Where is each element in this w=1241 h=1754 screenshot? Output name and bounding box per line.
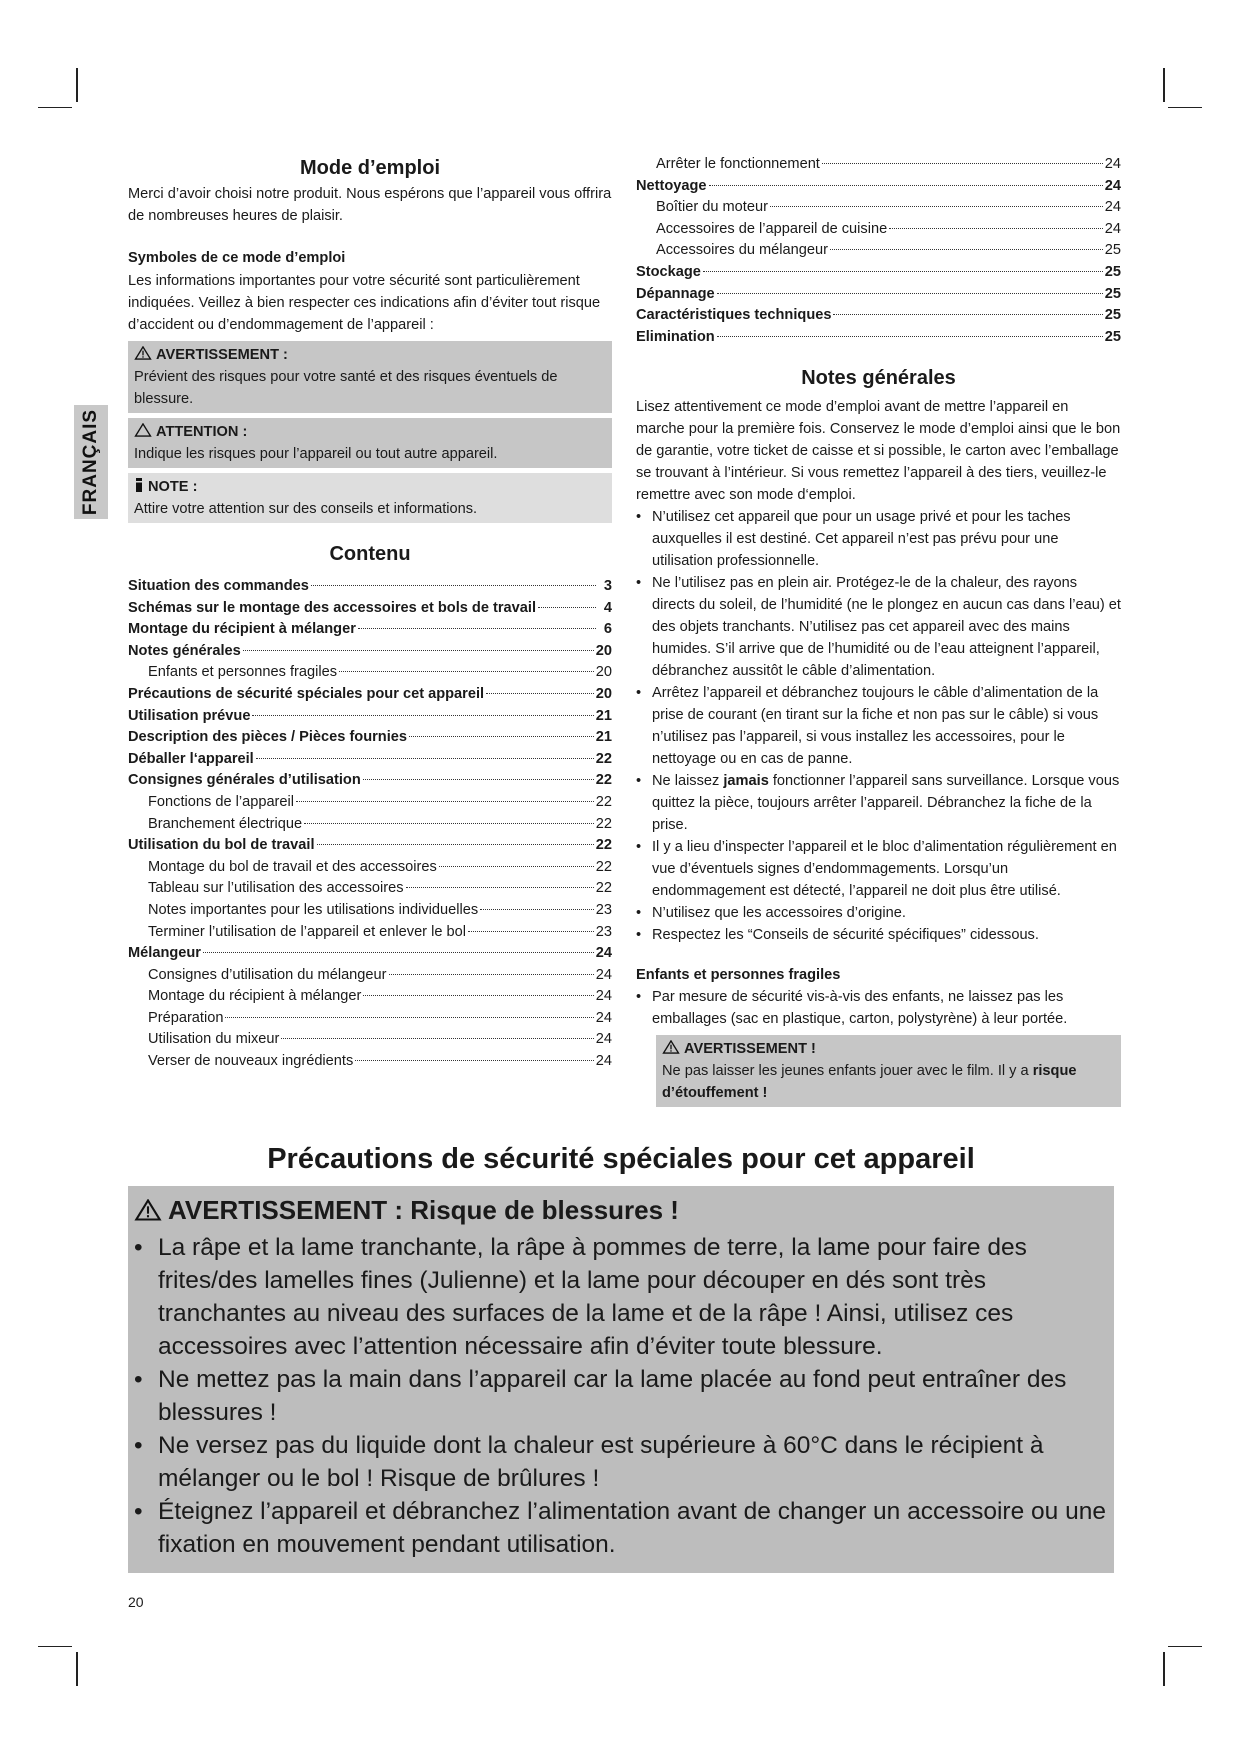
- toc-entry-title: Consignes générales d’utilisation: [128, 772, 361, 789]
- toc-leader: [717, 336, 1103, 337]
- attention-title: ATTENTION :: [156, 424, 248, 440]
- toc-entry-title: Caractéristiques techniques: [636, 307, 832, 324]
- note-text: Attire votre attention sur des conseils et informations.: [134, 501, 478, 517]
- symbols-text: Les informations importantes pour votre sécurité sont particulièrement indiquées. Veillez à bien respecter ces indications afin d’éviter tout risque d’accident ou d’endommagement de l’appareil :: [128, 273, 601, 333]
- crop-mark: [1163, 68, 1165, 102]
- symbols-heading: Symboles de ce mode d’emploi: [128, 250, 346, 266]
- safety-section: [128, 1140, 1114, 1573]
- toc-entry-page: 25: [1104, 285, 1121, 302]
- safety-warning-box: [128, 1186, 1114, 1573]
- list-item: • N’utilisez cet appareil que pour un usage privé et pour les taches auxquelles il est destiné. Cet appareil n’est pas prévu pour une utilisation professionnelle.: [636, 506, 1121, 572]
- toc-entry-page: 21: [595, 707, 612, 724]
- toc-entry: [128, 640, 612, 662]
- toc-entry-title: Verser de nouveaux ingrédients: [148, 1053, 354, 1070]
- toc-entry-title: Boîtier du moteur: [656, 199, 768, 216]
- toc-entry-page: 25: [1104, 328, 1121, 345]
- toc-leader: [296, 801, 594, 802]
- toc-entry-title: Préparation: [148, 1009, 224, 1026]
- toc-leader: [822, 163, 1103, 164]
- list-item: • Ne mettez pas la main dans l’appareil car la lame placée au fond peut entraîner des blessures !: [134, 1363, 1108, 1429]
- toc-entry: [636, 239, 1121, 261]
- toc-entry-page: 22: [595, 815, 612, 832]
- toc-entry-title: Situation des commandes: [128, 578, 309, 594]
- toc-entry-page: 20: [595, 685, 612, 702]
- toc-leader: [256, 758, 594, 759]
- toc-entry-title: Description des pièces / Pièces fournies: [128, 729, 408, 746]
- notes-list: [636, 506, 1121, 946]
- toc-entry: [636, 153, 1121, 175]
- attention-box: [128, 418, 612, 468]
- toc-leader: [439, 866, 594, 867]
- toc-entry: [128, 899, 612, 921]
- toc-leader: [281, 1038, 593, 1039]
- toc-entry: [128, 877, 612, 899]
- toc-entry-title: Mélangeur: [128, 945, 201, 962]
- toc-leader: [889, 228, 1103, 229]
- contents-title: Contenu: [329, 543, 411, 565]
- toc-entry-title: Arrêter le fonctionnement: [656, 156, 820, 172]
- toc-entry-title: Montage du bol de travail et des accessoires: [148, 858, 437, 875]
- toc-leader: [358, 628, 596, 629]
- table-of-contents: [128, 575, 612, 1072]
- note-title: NOTE :: [148, 479, 198, 495]
- toc-entry: [128, 813, 612, 835]
- toc-entry: [128, 964, 612, 986]
- toc-entry-title: Fonctions de l’appareil: [148, 793, 295, 810]
- toc-entry: [128, 1050, 612, 1072]
- page-number: 20: [128, 1594, 144, 1610]
- toc-entry: [128, 856, 612, 878]
- toc-entry: [636, 304, 1121, 326]
- toc-leader: [252, 715, 593, 716]
- toc-entry-page: 24: [595, 945, 612, 962]
- toc-entry-page: 24: [1104, 199, 1121, 216]
- list-item: • Respectez les “Conseils de sécurité spécifiques” cidessous.: [636, 924, 1121, 946]
- toc-entry: [128, 705, 612, 727]
- toc-entry-page: 24: [1104, 177, 1121, 194]
- warning-title: AVERTISSEMENT :: [156, 347, 288, 363]
- toc-entry-page: 22: [595, 858, 612, 875]
- toc-entry-title: Schémas sur le montage des accessoires et bols de travail: [128, 599, 537, 616]
- crop-mark: [76, 68, 78, 102]
- safety-list: [134, 1231, 1108, 1561]
- toc-entry-page: 23: [595, 923, 612, 940]
- attention-text: Indique les risques pour l’appareil ou tout autre appareil.: [134, 446, 498, 462]
- crop-mark: [1168, 107, 1202, 108]
- language-tab-label: FRANÇAIS: [80, 408, 101, 516]
- warning-box: [128, 341, 612, 413]
- toc-entry-title: Précautions de sécurité spéciales pour cet appareil: [128, 685, 485, 702]
- toc-entry-page: 24: [595, 966, 612, 983]
- toc-entry: [636, 283, 1121, 305]
- toc-entry-title: Montage du récipient à mélanger: [128, 621, 356, 638]
- toc-leader: [243, 650, 594, 651]
- toc-entry: [128, 683, 612, 705]
- toc-entry-title: Utilisation du bol de travail: [128, 837, 315, 854]
- toc-entry-page: 24: [1104, 156, 1121, 172]
- toc-leader: [203, 952, 594, 953]
- toc-entry-title: Utilisation prévue: [128, 707, 251, 724]
- toc-entry-page: 20: [595, 642, 612, 659]
- toc-leader: [363, 995, 593, 996]
- toc-entry: [128, 942, 612, 964]
- right-column: [636, 153, 1121, 1107]
- toc-entry-title: Utilisation du mixeur: [148, 1031, 280, 1048]
- toc-entry: [128, 1007, 612, 1029]
- list-item: • N’utilisez que les accessoires d’origine.: [636, 902, 1121, 924]
- list-item: • Il y a lieu d’inspecter l’appareil et le bloc d’alimentation régulièrement en vue d’éventuels signes d’endommagements. Lorsqu’un endommagement est détecté, l’appareil ne doit plus être utilisé.: [636, 836, 1121, 902]
- toc-entry-title: Nettoyage: [636, 177, 707, 194]
- toc-entry: [128, 769, 612, 791]
- children-list: [636, 986, 1121, 1030]
- toc-leader: [717, 293, 1103, 294]
- toc-entry-page: 22: [595, 772, 612, 789]
- toc-entry: [128, 726, 612, 748]
- warning-triangle-icon: [134, 1199, 162, 1221]
- toc-leader: [486, 693, 594, 694]
- toc-entry-title: Consignes d’utilisation du mélangeur: [148, 966, 387, 983]
- children-warning-title: AVERTISSEMENT !: [684, 1041, 816, 1058]
- toc-entry-title: Terminer l’utilisation de l’appareil et enlever le bol: [148, 923, 466, 940]
- toc-entry-title: Notes générales: [128, 642, 241, 659]
- toc-leader: [538, 607, 596, 608]
- toc-entry-title: Tableau sur l’utilisation des accessoires: [148, 880, 404, 897]
- toc-leader: [833, 314, 1102, 315]
- warning-text: Prévient des risques pour votre santé et des risques éventuels de blessure.: [134, 369, 558, 407]
- toc-leader: [355, 1060, 594, 1061]
- toc-entry: [128, 748, 612, 770]
- toc-entry-title: Elimination: [636, 328, 715, 345]
- toc-leader: [317, 844, 594, 845]
- warning-triangle-icon: [662, 1040, 680, 1054]
- toc-entry-page: 24: [1104, 220, 1121, 237]
- left-column: [128, 153, 612, 1072]
- toc-entry: [128, 1028, 612, 1050]
- page-title: Mode d’emploi: [300, 157, 440, 179]
- toc-entry: [636, 261, 1121, 283]
- list-item: • Par mesure de sécurité vis-à-vis des enfants, ne laissez pas les emballages (sac en plastique, carton, polystyrène) à leur portée.: [636, 986, 1121, 1030]
- toc-entry-title: Branchement électrique: [148, 815, 303, 832]
- toc-entry-title: Stockage: [636, 263, 701, 280]
- toc-entry-page: 24: [595, 1053, 612, 1070]
- toc-entry: [128, 985, 612, 1007]
- toc-entry-title: Déballer l‘appareil: [128, 750, 254, 767]
- crop-mark: [38, 1646, 72, 1647]
- safety-title: Précautions de sécurité spéciales pour cet appareil: [267, 1143, 975, 1175]
- crop-mark: [38, 107, 72, 108]
- toc-entry: [128, 661, 612, 683]
- safety-warning-title: AVERTISSEMENT : Risque de blessures !: [168, 1195, 679, 1225]
- toc-entry-title: Notes importantes pour les utilisations individuelles: [148, 901, 479, 918]
- warning-triangle-icon: [134, 346, 152, 360]
- notes-intro: Lisez attentivement ce mode d’emploi avant de mettre l’appareil en marche pour la première fois. Conservez le mode d’emploi ainsi que le bon de garantie, votre ticket de caisse et si possible, le carton avec l’emballage se trouvant à l’intérieur. Si vous remettez l’appareil à des tiers, veuillez-le remettre avec son mode d‘emploi.: [636, 399, 1121, 504]
- toc-entry-page: 24: [595, 1031, 612, 1048]
- toc-entry-page: 23: [595, 901, 612, 918]
- toc-leader: [225, 1017, 593, 1018]
- toc-entry: [636, 218, 1121, 240]
- toc-entry-page: 25: [1104, 242, 1121, 259]
- toc-entry: [636, 175, 1121, 197]
- toc-entry-page: 25: [1104, 307, 1121, 324]
- toc-entry-page: 4: [603, 599, 612, 616]
- toc-entry-title: Accessoires du mélangeur: [656, 242, 828, 259]
- toc-entry-page: 22: [595, 793, 612, 810]
- toc-leader: [406, 887, 594, 888]
- toc-leader: [703, 271, 1103, 272]
- toc-entry: [128, 618, 612, 640]
- list-item: • Éteignez l’appareil et débranchez l’alimentation avant de changer un accessoire ou une fixation en mouvement pendant utilisation.: [134, 1495, 1108, 1561]
- toc-leader: [770, 206, 1103, 207]
- toc-entry-page: 6: [603, 621, 612, 638]
- toc-entry: [636, 196, 1121, 218]
- toc-entry-page: 24: [595, 988, 612, 1005]
- toc-entry: [128, 791, 612, 813]
- toc-leader: [830, 249, 1103, 250]
- list-item: [636, 770, 1121, 836]
- intro-text: Merci d’avoir choisi notre produit. Nous espérons que l’appareil vous offrira de nombreuses heures de plaisir.: [128, 186, 612, 224]
- toc-leader: [304, 823, 594, 824]
- toc-entry-page: 21: [595, 729, 612, 746]
- toc-entry-title: Montage du récipient à mélanger: [148, 988, 362, 1005]
- toc-entry: [128, 834, 612, 856]
- attention-triangle-icon: [134, 423, 152, 437]
- toc-entry-title: Accessoires de l’appareil de cuisine: [656, 220, 888, 237]
- notes-title: Notes générales: [801, 367, 956, 390]
- toc-entry-page: 25: [1104, 263, 1121, 280]
- toc-entry-page: 22: [595, 880, 612, 897]
- toc-leader: [389, 974, 594, 975]
- jamais-bullet: Ne laissez jamais fonctionner l’appareil sans surveillance. Lorsque vous quittez la pièce, toujours arrêter l’appareil. Débranchez la fiche de la prise.: [652, 773, 1120, 834]
- toc-leader: [311, 585, 596, 586]
- toc-leader: [339, 671, 594, 672]
- list-item: • La râpe et la lame tranchante, la râpe à pommes de terre, la lame pour faire des frites/des lamelles fines (Julienne) et la lame pour découper en dés sont très tranchantes au niveau des surfaces de la lame et de la râpe ! Ainsi, utilisez ces accessoires avec l’attention nécessaire afin d’éviter toute blessure.: [134, 1231, 1108, 1363]
- toc-leader: [363, 779, 594, 780]
- crop-mark: [76, 1652, 78, 1686]
- toc-entry-title: Enfants et personnes fragiles: [148, 664, 338, 681]
- toc-leader: [468, 931, 594, 932]
- toc-entry: [128, 575, 612, 597]
- toc-leader: [480, 909, 594, 910]
- children-warning-text: Ne pas laisser les jeunes enfants jouer avec le film. Il y a risque d’étouffement !: [662, 1063, 1077, 1102]
- toc-entry-page: 3: [603, 578, 612, 594]
- language-tab: [74, 405, 108, 519]
- toc-entry-page: 22: [595, 837, 612, 854]
- toc-leader: [409, 736, 594, 737]
- info-icon: [134, 478, 144, 492]
- toc-entry: [636, 326, 1121, 348]
- table-of-contents-continued: [636, 153, 1121, 347]
- children-warning-box: [656, 1035, 1121, 1107]
- toc-entry-title: Dépannage: [636, 285, 715, 302]
- list-item: • Arrêtez l’appareil et débranchez toujours le câble d’alimentation de la prise de courant (en tirant sur la fiche et non pas sur le câble) si vous n’utilisez pas l’appareil, si vous installez les accessoires, pour le nettoyage ou en cas de panne.: [636, 682, 1121, 770]
- list-item: • Ne versez pas du liquide dont la chaleur est supérieure à 60°C dans le récipient à mélanger ou le bol ! Risque de brûlures !: [134, 1429, 1108, 1495]
- toc-entry-page: 22: [595, 750, 612, 767]
- crop-mark: [1163, 1652, 1165, 1686]
- crop-mark: [1168, 1646, 1202, 1647]
- list-item: • Ne l’utilisez pas en plein air. Protégez-le de la chaleur, des rayons directs du soleil, de l’humidité (ne le plongez en aucun cas dans l’eau) et des objets tranchants. N’utilisez pas cet appareil avec des mains humides. S’il arrive que de l’humidité ou de l’eau atteignent l’appareil, débranchez aussitôt le câble d’alimentation.: [636, 572, 1121, 682]
- toc-leader: [709, 185, 1103, 186]
- children-heading: Enfants et personnes fragiles: [636, 967, 841, 984]
- toc-entry: [128, 597, 612, 619]
- toc-entry: [128, 921, 612, 943]
- toc-entry-page: 24: [595, 1009, 612, 1026]
- note-box: [128, 473, 612, 523]
- toc-entry-page: 20: [595, 664, 612, 681]
